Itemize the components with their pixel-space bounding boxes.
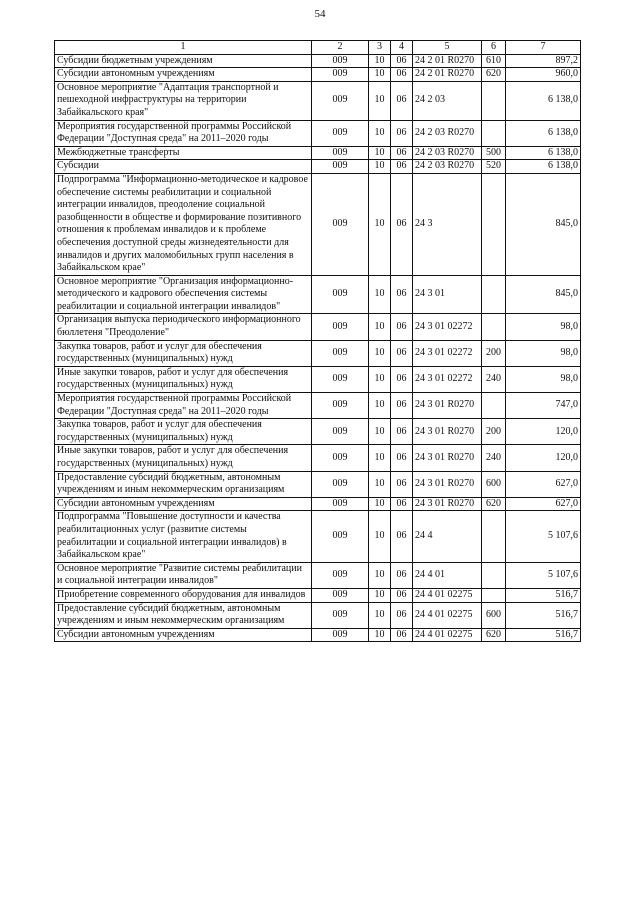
row-name: Закупка товаров, работ и услуг для обеспечения государственных (муниципальных) нужд (55, 340, 312, 366)
row-pr: 06 (391, 562, 413, 588)
row-csr: 24 4 01 02275 (413, 628, 482, 642)
row-rz: 10 (369, 419, 391, 445)
row-name: Закупка товаров, работ и услуг для обеспечения государственных (муниципальных) нужд (55, 419, 312, 445)
row-name: Подпрограмма "Информационно-методическое и кадровое обеспечение системы реабилитации и социальной интеграции инвалидов, преодоление социальной разобщенности в обществе и формирование позитивного отношения к проблемам инвалидов и к проблеме обеспечения доступной среды жизнедеятельности для инвалидов и других маломобильных групп населения в Забайкальском крае" (55, 173, 312, 275)
row-vr: 240 (482, 445, 506, 471)
row-vr: 600 (482, 602, 506, 628)
row-name: Межбюджетные трансферты (55, 146, 312, 160)
row-vr: 200 (482, 340, 506, 366)
row-pr: 06 (391, 471, 413, 497)
column-header: 2 (312, 41, 369, 55)
row-sum: 627,0 (506, 497, 581, 511)
row-pr: 06 (391, 275, 413, 314)
table-row (55, 497, 581, 511)
row-csr: 24 3 01 R0270 (413, 445, 482, 471)
table-row (55, 602, 581, 628)
row-rz: 10 (369, 602, 391, 628)
row-name: Приобретение современного оборудования для инвалидов (55, 588, 312, 602)
row-grbs: 009 (312, 120, 369, 146)
row-vr (482, 511, 506, 562)
row-grbs: 009 (312, 393, 369, 419)
row-grbs: 009 (312, 366, 369, 392)
row-sum: 897,2 (506, 54, 581, 68)
row-sum: 98,0 (506, 366, 581, 392)
row-vr (482, 562, 506, 588)
row-vr: 600 (482, 471, 506, 497)
row-rz: 10 (369, 173, 391, 275)
row-sum: 6 138,0 (506, 120, 581, 146)
row-name: Субсидии автономным учреждениям (55, 497, 312, 511)
table-row (55, 562, 581, 588)
row-csr: 24 3 01 R0270 (413, 419, 482, 445)
row-vr (482, 314, 506, 340)
table-row (55, 275, 581, 314)
row-sum: 5 107,6 (506, 562, 581, 588)
row-pr: 06 (391, 393, 413, 419)
row-grbs: 009 (312, 81, 369, 120)
row-vr (482, 588, 506, 602)
row-pr: 06 (391, 314, 413, 340)
budget-table (54, 40, 581, 642)
row-csr: 24 2 03 R0270 (413, 160, 482, 174)
row-rz: 10 (369, 366, 391, 392)
row-rz: 10 (369, 562, 391, 588)
row-name: Мероприятия государственной программы Российской Федерации "Доступная среда" на 2011–2020 годы (55, 393, 312, 419)
row-sum: 960,0 (506, 68, 581, 82)
row-name: Основное мероприятие "Организация информационно-методического и кадрового обеспечения системы реабилитации и социальной интеграции инвалидов" (55, 275, 312, 314)
row-sum: 627,0 (506, 471, 581, 497)
row-sum: 120,0 (506, 419, 581, 445)
row-grbs: 009 (312, 314, 369, 340)
table-row (55, 160, 581, 174)
table-row (55, 445, 581, 471)
row-csr: 24 3 01 R0270 (413, 393, 482, 419)
row-rz: 10 (369, 588, 391, 602)
row-vr: 620 (482, 628, 506, 642)
row-grbs: 009 (312, 511, 369, 562)
row-sum: 747,0 (506, 393, 581, 419)
row-name: Подпрограмма "Повышение доступности и качества реабилитационных услуг (развитие системы реабилитации и социальной интеграции инвалидов) в Забайкальском крае" (55, 511, 312, 562)
row-rz: 10 (369, 275, 391, 314)
row-name: Иные закупки товаров, работ и услуг для обеспечения государственных (муниципальных) нужд (55, 366, 312, 392)
table-row (55, 54, 581, 68)
row-pr: 06 (391, 588, 413, 602)
row-csr: 24 3 01 02272 (413, 340, 482, 366)
row-pr: 06 (391, 173, 413, 275)
row-sum: 845,0 (506, 173, 581, 275)
row-rz: 10 (369, 120, 391, 146)
row-grbs: 009 (312, 588, 369, 602)
row-pr: 06 (391, 602, 413, 628)
row-grbs: 009 (312, 146, 369, 160)
column-header: 5 (413, 41, 482, 55)
table-row (55, 471, 581, 497)
row-rz: 10 (369, 68, 391, 82)
table-row (55, 419, 581, 445)
row-sum: 5 107,6 (506, 511, 581, 562)
row-grbs: 009 (312, 173, 369, 275)
row-sum: 516,7 (506, 588, 581, 602)
column-header: 1 (55, 41, 312, 55)
row-csr: 24 3 01 (413, 275, 482, 314)
row-grbs: 009 (312, 419, 369, 445)
row-rz: 10 (369, 497, 391, 511)
row-rz: 10 (369, 81, 391, 120)
column-header: 6 (482, 41, 506, 55)
row-sum: 516,7 (506, 628, 581, 642)
row-vr (482, 173, 506, 275)
row-csr: 24 3 01 02272 (413, 314, 482, 340)
row-sum: 6 138,0 (506, 81, 581, 120)
row-vr (482, 393, 506, 419)
row-grbs: 009 (312, 497, 369, 511)
row-rz: 10 (369, 54, 391, 68)
table-row (55, 628, 581, 642)
row-rz: 10 (369, 471, 391, 497)
table-row (55, 393, 581, 419)
row-vr: 200 (482, 419, 506, 445)
row-grbs: 009 (312, 562, 369, 588)
row-pr: 06 (391, 366, 413, 392)
row-csr: 24 2 03 R0270 (413, 146, 482, 160)
row-pr: 06 (391, 445, 413, 471)
row-sum: 516,7 (506, 602, 581, 628)
row-pr: 06 (391, 54, 413, 68)
row-vr: 500 (482, 146, 506, 160)
row-name: Субсидии автономным учреждениям (55, 68, 312, 82)
row-csr: 24 4 01 (413, 562, 482, 588)
table-row (55, 366, 581, 392)
row-csr: 24 3 01 02272 (413, 366, 482, 392)
row-csr: 24 4 (413, 511, 482, 562)
table-row (55, 146, 581, 160)
column-header: 3 (369, 41, 391, 55)
row-pr: 06 (391, 419, 413, 445)
row-csr: 24 2 01 R0270 (413, 54, 482, 68)
row-vr: 240 (482, 366, 506, 392)
row-name: Основное мероприятие "Адаптация транспортной и пешеходной инфраструктуры на территории Забайкальского края" (55, 81, 312, 120)
row-name: Иные закупки товаров, работ и услуг для обеспечения государственных (муниципальных) нужд (55, 445, 312, 471)
row-grbs: 009 (312, 68, 369, 82)
row-csr: 24 3 (413, 173, 482, 275)
row-pr: 06 (391, 160, 413, 174)
row-vr (482, 120, 506, 146)
row-vr (482, 275, 506, 314)
row-sum: 6 138,0 (506, 160, 581, 174)
row-pr: 06 (391, 81, 413, 120)
row-csr: 24 2 03 (413, 81, 482, 120)
row-rz: 10 (369, 445, 391, 471)
row-csr: 24 2 01 R0270 (413, 68, 482, 82)
row-vr: 620 (482, 497, 506, 511)
table-row (55, 340, 581, 366)
row-sum: 98,0 (506, 340, 581, 366)
row-csr: 24 4 01 02275 (413, 588, 482, 602)
row-grbs: 009 (312, 445, 369, 471)
table-row (55, 511, 581, 562)
row-pr: 06 (391, 511, 413, 562)
row-csr: 24 3 01 R0270 (413, 497, 482, 511)
row-name: Предоставление субсидий бюджетным, автономным учреждениям и иным некоммерческим организациям (55, 471, 312, 497)
row-grbs: 009 (312, 275, 369, 314)
row-grbs: 009 (312, 54, 369, 68)
table-row (55, 81, 581, 120)
row-name: Мероприятия государственной программы Российской Федерации "Доступная среда" на 2011–2020 годы (55, 120, 312, 146)
row-csr: 24 4 01 02275 (413, 602, 482, 628)
row-grbs: 009 (312, 628, 369, 642)
row-grbs: 009 (312, 602, 369, 628)
row-sum: 845,0 (506, 275, 581, 314)
row-rz: 10 (369, 393, 391, 419)
row-sum: 6 138,0 (506, 146, 581, 160)
row-grbs: 009 (312, 471, 369, 497)
row-rz: 10 (369, 628, 391, 642)
row-name: Субсидии бюджетным учреждениям (55, 54, 312, 68)
table-row (55, 120, 581, 146)
column-header: 7 (506, 41, 581, 55)
table-row (55, 173, 581, 275)
row-rz: 10 (369, 146, 391, 160)
row-rz: 10 (369, 511, 391, 562)
row-pr: 06 (391, 497, 413, 511)
row-rz: 10 (369, 340, 391, 366)
row-name: Предоставление субсидий бюджетным, автономным учреждениям и иным некоммерческим организациям (55, 602, 312, 628)
row-rz: 10 (369, 314, 391, 340)
row-pr: 06 (391, 628, 413, 642)
row-vr: 610 (482, 54, 506, 68)
row-pr: 06 (391, 120, 413, 146)
row-name: Субсидии (55, 160, 312, 174)
column-header: 4 (391, 41, 413, 55)
table-row (55, 68, 581, 82)
table-header-row (55, 41, 581, 55)
row-vr (482, 81, 506, 120)
row-pr: 06 (391, 68, 413, 82)
row-pr: 06 (391, 146, 413, 160)
row-name: Субсидии автономным учреждениям (55, 628, 312, 642)
page-number: 54 (314, 8, 326, 20)
row-grbs: 009 (312, 160, 369, 174)
row-grbs: 009 (312, 340, 369, 366)
row-sum: 98,0 (506, 314, 581, 340)
row-csr: 24 3 01 R0270 (413, 471, 482, 497)
table-row (55, 314, 581, 340)
row-sum: 120,0 (506, 445, 581, 471)
row-vr: 620 (482, 68, 506, 82)
row-vr: 520 (482, 160, 506, 174)
row-name: Организация выпуска периодического информационного бюллетеня "Преодоление" (55, 314, 312, 340)
row-name: Основное мероприятие "Развитие системы реабилитации и социальной интеграции инвалидов" (55, 562, 312, 588)
row-rz: 10 (369, 160, 391, 174)
table-row (55, 588, 581, 602)
row-csr: 24 2 03 R0270 (413, 120, 482, 146)
row-pr: 06 (391, 340, 413, 366)
